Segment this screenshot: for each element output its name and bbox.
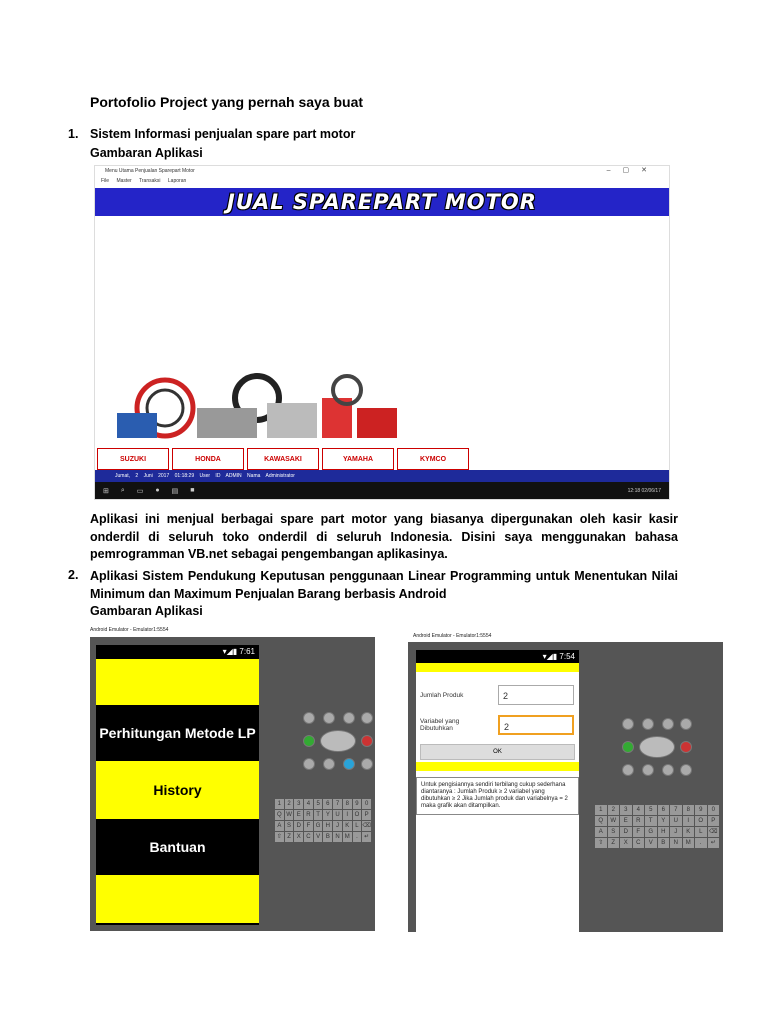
keyboard-key[interactable]: F xyxy=(633,827,645,837)
keyboard-key[interactable]: . xyxy=(695,838,707,848)
project1-description: Aplikasi ini menjual berbagai spare part motor yang biasanya dipergunakan oleh kasir kasir onderdil di seluruh toko onderdil di seluruh Indonesia. Disini saya menggunakan bahasa pemrogramman VB.net sebagai pengembangan aplikasinya. xyxy=(90,512,678,561)
keyboard-key[interactable]: X xyxy=(294,832,303,842)
keyboard-key[interactable]: N xyxy=(333,832,342,842)
emulator-dpad[interactable] xyxy=(639,736,675,758)
keyboard-key[interactable]: X xyxy=(620,838,632,848)
keyboard-key[interactable]: N xyxy=(670,838,682,848)
menu-perhitungan-lp[interactable]: Perhitungan Metode LP xyxy=(96,705,259,761)
yellow-band xyxy=(96,659,259,705)
emulator-call-button[interactable] xyxy=(622,741,634,753)
emulator-home-button[interactable] xyxy=(303,712,315,724)
keyboard-key[interactable]: P xyxy=(708,816,720,826)
keyboard-key[interactable]: Z xyxy=(285,832,294,842)
emulator-end-call-button[interactable] xyxy=(361,735,373,747)
android-statusbar: ▾◢▮ 7:61 xyxy=(222,647,255,656)
keyboard-key[interactable]: A xyxy=(275,821,284,831)
variabel-row xyxy=(416,712,579,742)
emulator-power-button[interactable] xyxy=(680,718,692,730)
folder-icon: ▤ xyxy=(171,487,179,495)
keyboard-key[interactable]: G xyxy=(314,821,323,831)
keyboard-key[interactable]: D xyxy=(620,827,632,837)
keyboard-key[interactable]: I xyxy=(683,816,695,826)
emulator-search-button[interactable] xyxy=(361,758,373,770)
android-statusbar: ▾◢▮ 7:54 xyxy=(416,650,579,663)
keyboard-key[interactable]: U xyxy=(333,810,342,820)
keyboard-key[interactable]: O xyxy=(695,816,707,826)
keyboard-key[interactable]: 6 xyxy=(658,805,670,815)
project1-subtitle: Gambaran Aplikasi xyxy=(90,146,203,160)
keyboard-key[interactable]: E xyxy=(620,816,632,826)
app1-menubar: File Master Transaksi Laporan xyxy=(101,178,187,184)
keyboard-key[interactable]: ⌫ xyxy=(362,823,371,829)
keyboard-key[interactable]: G xyxy=(645,827,657,837)
keyboard-key[interactable]: 9 xyxy=(353,799,362,809)
emulator-home-button[interactable] xyxy=(622,718,634,730)
brand-logos xyxy=(97,448,469,470)
emulator-camera-button[interactable] xyxy=(343,758,355,770)
keyboard-key[interactable]: W xyxy=(286,812,292,818)
emulator-end-call-button[interactable] xyxy=(680,741,692,753)
emulator-camera-button[interactable] xyxy=(662,764,674,776)
app-icon: ■ xyxy=(190,487,195,494)
info-text: Untuk pengisiannya sendiri terbilang cukup sederhana diantaranya : Jumlah Produk ≥ 2 variabel yang dibutuhkan ≥ 2 Jika Jumlah produk dan variabelnya = 2 maka grafik akan ditampilkan. xyxy=(416,777,579,815)
keyboard-key[interactable]: K xyxy=(683,827,695,837)
keyboard-key[interactable]: Y xyxy=(658,816,670,826)
spareparts-image xyxy=(107,368,407,448)
keyboard-key[interactable]: 8 xyxy=(343,799,352,809)
app1-banner: JUAL SPAREPART MOTOR xyxy=(95,188,669,216)
keyboard-key[interactable]: Y xyxy=(323,810,332,820)
keyboard-key[interactable]: Q xyxy=(595,816,607,826)
app1-screenshot xyxy=(94,165,670,500)
keyboard-key[interactable]: Q xyxy=(275,810,284,820)
project1-heading xyxy=(68,127,355,141)
emulator1-caption: Android Emulator - Emulator1:5554 xyxy=(90,627,169,633)
keyboard-key[interactable]: A xyxy=(595,827,607,837)
browser-icon: ● xyxy=(155,487,160,494)
project2-number: 2. xyxy=(68,568,79,582)
keyboard-key[interactable]: E xyxy=(294,810,303,820)
menu-history[interactable]: History xyxy=(96,761,259,819)
keyboard-key[interactable]: 2 xyxy=(608,805,620,815)
emulator-back-button[interactable] xyxy=(303,758,315,770)
keyboard-key[interactable]: 6 xyxy=(323,799,332,809)
ok-button[interactable]: OK xyxy=(420,744,575,760)
window-controls: –▢✕ xyxy=(606,167,659,174)
keyboard-key[interactable]: M xyxy=(344,834,350,840)
emulator-menu-button[interactable] xyxy=(642,718,654,730)
project1-title: Sistem Informasi penjualan spare part motor xyxy=(90,127,356,141)
keyboard-key[interactable]: R xyxy=(633,816,645,826)
keyboard-key[interactable]: 0 xyxy=(708,805,720,815)
keyboard-key[interactable]: S xyxy=(608,827,620,837)
emulator-menu-button[interactable] xyxy=(323,712,335,724)
app1-window-title: Menu Utama Penjualan Sparepart Motor xyxy=(105,168,195,174)
brand-logo: SUZUKI xyxy=(97,448,169,470)
keyboard-key[interactable]: Z xyxy=(608,838,620,848)
keyboard-key[interactable]: O xyxy=(353,810,362,820)
project2-title: Aplikasi Sistem Pendukung Keputusan penggunaan Linear Programming untuk Menentukan Nilai Minimum dan Maximum Penjualan Barang berbasis Android xyxy=(90,569,678,601)
emulator2-keyboard xyxy=(595,805,719,848)
keyboard-key[interactable]: J xyxy=(670,827,682,837)
emulator-dpad-center[interactable] xyxy=(323,758,335,770)
keyboard-key[interactable]: 8 xyxy=(683,805,695,815)
search-icon: ⌕ xyxy=(120,486,125,494)
label-variabel: Variabel yang Dibutuhkan xyxy=(420,718,460,732)
keyboard-key[interactable]: ⇧ xyxy=(595,838,607,848)
brand-logo: KYMCO xyxy=(397,448,469,470)
emulator1 xyxy=(90,637,375,931)
keyboard-key[interactable]: H xyxy=(323,821,332,831)
yellow-band xyxy=(416,762,579,771)
keyboard-key[interactable]: K xyxy=(343,821,352,831)
project1-number: 1. xyxy=(68,127,79,141)
keyboard-key[interactable]: 9 xyxy=(695,805,707,815)
emulator-dpad-center[interactable] xyxy=(642,764,654,776)
jumlah-produk-input[interactable]: 2 xyxy=(498,685,574,705)
emulator-back-button[interactable] xyxy=(622,764,634,776)
windows-start-icon: ⊞ xyxy=(103,487,109,495)
keyboard-key[interactable]: 2 xyxy=(285,799,294,809)
keyboard-key[interactable]: C xyxy=(304,832,313,842)
yellow-band xyxy=(96,875,259,923)
keyboard-key[interactable]: B xyxy=(658,838,670,848)
emulator2-caption: Android Emulator - Emulator1:5554 xyxy=(413,633,492,639)
brand-logo: HONDA xyxy=(172,448,244,470)
keyboard-key[interactable]: F xyxy=(304,821,313,831)
keyboard-key[interactable]: P xyxy=(362,810,371,820)
brand-logo: KAWASAKI xyxy=(247,448,319,470)
keyboard-key[interactable]: 3 xyxy=(294,799,303,809)
label-jumlah-produk: Jumlah Produk xyxy=(420,692,464,699)
emulator2-screen xyxy=(416,650,579,932)
keyboard-key[interactable]: T xyxy=(645,816,657,826)
emulator-search-button[interactable] xyxy=(680,764,692,776)
keyboard-key[interactable]: 3 xyxy=(620,805,632,815)
keyboard-key[interactable]: J xyxy=(333,821,342,831)
keyboard-key[interactable]: 1 xyxy=(275,799,284,809)
keyboard-key[interactable]: 4 xyxy=(304,799,313,809)
brand-logo: YAMAHA xyxy=(322,448,394,470)
emulator1-keyboard xyxy=(275,799,371,842)
keyboard-key[interactable]: B xyxy=(323,832,332,842)
keyboard-key[interactable]: 1 xyxy=(595,805,607,815)
keyboard-key[interactable]: 7 xyxy=(333,799,342,809)
keyboard-key[interactable]: ↵ xyxy=(708,838,720,848)
page-title: Portofolio Project yang pernah saya buat xyxy=(90,94,364,110)
keyboard-key[interactable]: H xyxy=(658,827,670,837)
emulator-power-button[interactable] xyxy=(361,712,373,724)
keyboard-key[interactable]: ⇧ xyxy=(276,834,282,840)
variabel-input[interactable]: 2 xyxy=(498,715,574,735)
keyboard-key[interactable]: D xyxy=(294,821,303,831)
task-view-icon: ▭ xyxy=(136,487,144,495)
keyboard-key[interactable]: 0 xyxy=(362,799,371,809)
keyboard-key[interactable]: V xyxy=(314,832,323,842)
keyboard-key[interactable]: S xyxy=(285,821,294,831)
keyboard-key[interactable]: M xyxy=(683,838,695,848)
project2-heading xyxy=(68,568,678,603)
emulator-volume-button[interactable] xyxy=(343,712,355,724)
keyboard-key[interactable]: L xyxy=(695,827,707,837)
app1-statusbar: Jumat, 2 Juni 2017 01:18:29 User ID ADMIN Nama Administrator xyxy=(95,470,669,482)
emulator1-screen xyxy=(96,645,259,925)
keyboard-key[interactable]: W xyxy=(608,816,620,826)
jumlah-produk-row xyxy=(416,684,579,712)
keyboard-key[interactable]: ⌫ xyxy=(709,829,718,835)
yellow-band xyxy=(416,663,579,672)
menu-bantuan[interactable]: Bantuan xyxy=(96,819,259,875)
windows-taskbar xyxy=(95,482,669,499)
emulator-volume-button[interactable] xyxy=(662,718,674,730)
emulator2 xyxy=(408,642,723,932)
system-tray: 12:18 02/06/17 xyxy=(627,487,661,494)
keyboard-key[interactable]: 7 xyxy=(670,805,682,815)
keyboard-key[interactable]: U xyxy=(670,816,682,826)
keyboard-key[interactable]: C xyxy=(633,838,645,848)
keyboard-key[interactable]: V xyxy=(645,838,657,848)
keyboard-key[interactable]: L xyxy=(353,821,362,831)
keyboard-key[interactable]: 5 xyxy=(645,805,657,815)
keyboard-key[interactable]: ↵ xyxy=(364,834,370,840)
keyboard-key[interactable]: . xyxy=(353,832,362,842)
keyboard-key[interactable]: T xyxy=(314,810,323,820)
project2-subtitle: Gambaran Aplikasi xyxy=(90,604,203,618)
keyboard-key[interactable]: 4 xyxy=(633,805,645,815)
emulator-dpad[interactable] xyxy=(320,730,356,752)
keyboard-key[interactable]: R xyxy=(304,810,313,820)
keyboard-key[interactable]: 5 xyxy=(314,799,323,809)
keyboard-key[interactable]: I xyxy=(343,810,352,820)
emulator-call-button[interactable] xyxy=(303,735,315,747)
